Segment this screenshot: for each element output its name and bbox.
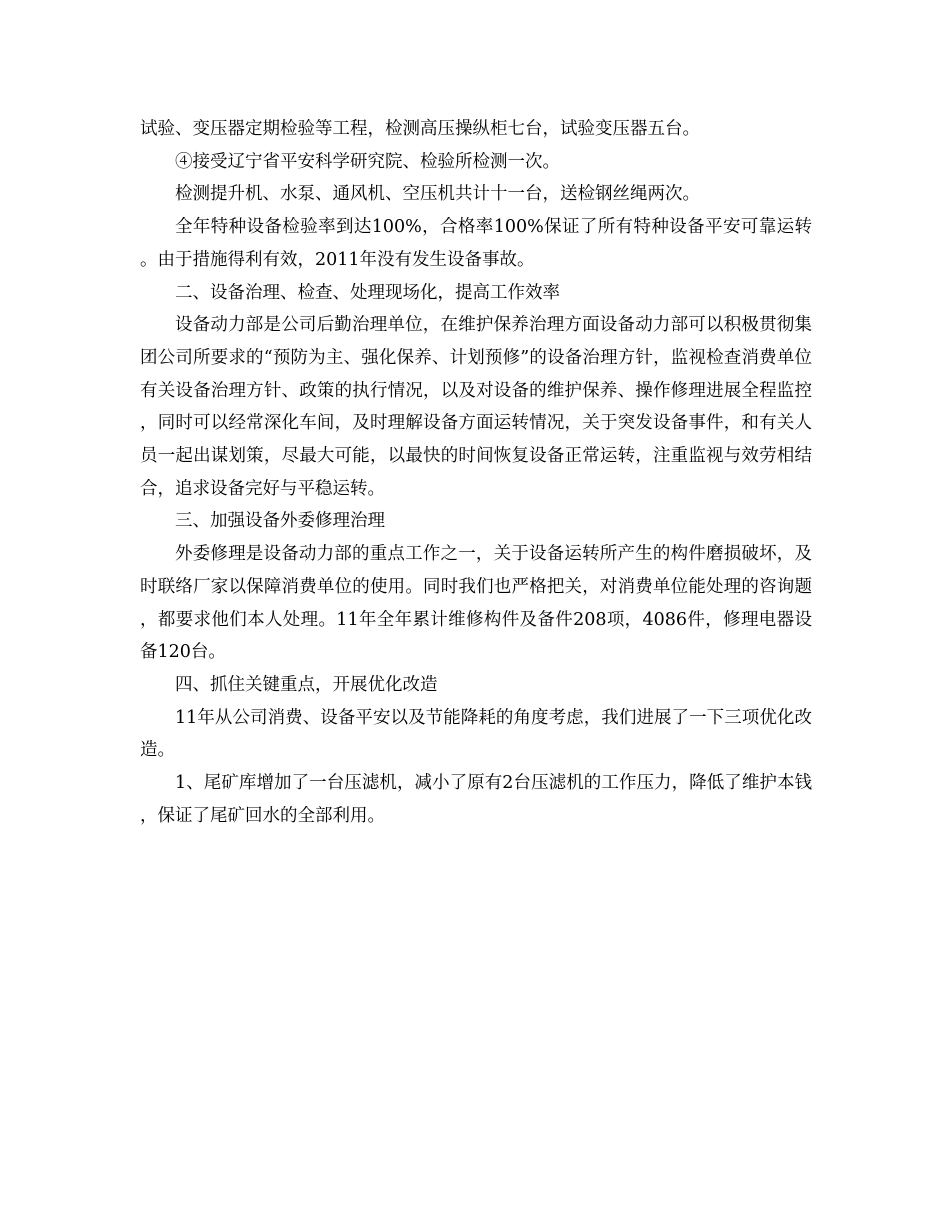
paragraph-11: 1、尾矿库增加了一台压滤机，减小了原有2台压滤机的工作压力，降低了维护本钱，保证了尾矿回水的全部利用。 (140, 773, 812, 826)
paragraph-8: 外委修理是设备动力部的重点工作之一，关于设备运转所产生的构件磨损破坏，及时联络厂家以保障消费单位的使用。同时我们也严格把关，对消费单位能处理的咨询题，都要求他们本人处理。11年全年累计维修构件及备件208项，4086件，修理电器设备120台。 (140, 544, 812, 663)
paragraph-4: 全年特种设备检验率到达100%，合格率100%保证了所有特种设备平安可靠运转。由于措施得利有效，2011年没有发生设备事故。 (140, 217, 812, 270)
paragraph-10: 11年从公司消费、设备平安以及节能降耗的角度考虑，我们进展了一下三项优化改造。 (140, 707, 812, 761)
document-body (140, 113, 812, 832)
paragraph-6: 设备动力部是公司后勤治理单位，在维护保养治理方面设备动力部可以积极贯彻集团公司所要求的“预防为主、强化保养、计划预修”的设备治理方针，监视检查消费单位有关设备治理方针、政策的执行情况，以及对设备的维护保养、操作修理进展全程监控，同时可以经常深化车间，及时理解设备方面运转情况，关于突发设备事件，和有关人员一起出谋划策，尽最大可能，以最快的时间恢复设备正常运转，注重监视与效劳相结合，追求设备完好与平稳运转。 (140, 315, 812, 499)
section-heading-2: 二、设备治理、检查、处理现场化，提高工作效率 (175, 282, 560, 303)
section-heading-3: 三、加强设备外委修理治理 (175, 511, 385, 532)
section-heading-4: 四、抓住关键重点，开展优化改造 (175, 674, 438, 695)
paragraph-2: ④接受辽宁省平安科学研究院、检验所检测一次。 (175, 151, 560, 172)
paragraph-3: 检测提升机、水泵、通风机、空压机共计十一台，送检钢丝绳两次。 (175, 184, 700, 205)
paragraph-1: 试验、变压器定期检验等工程，检测高压操纵柜七台，试验变压器五台。 (140, 119, 700, 139)
